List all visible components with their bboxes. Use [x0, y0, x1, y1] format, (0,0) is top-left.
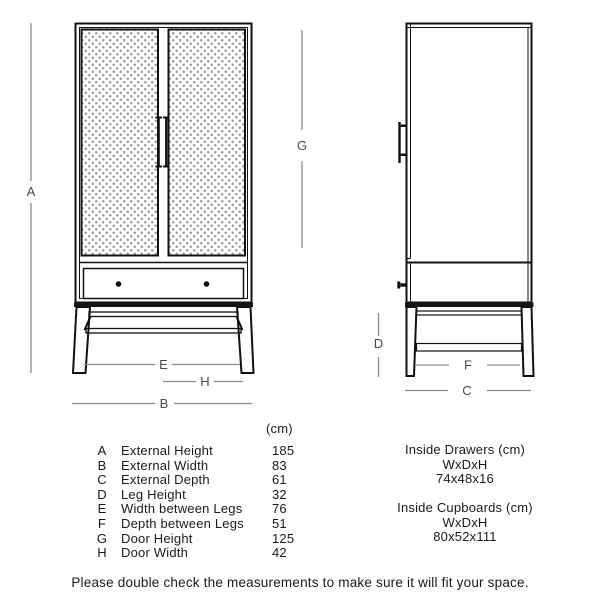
- row-value: 42: [272, 545, 287, 561]
- side-drawer-knob: [397, 282, 406, 289]
- dimension-g-door-height: [297, 30, 307, 248]
- dimension-c-external-depth: [405, 383, 531, 398]
- footer-note: Please double check the measurements to make sure it will fit your space.: [71, 575, 529, 590]
- dimension-h-label: H: [200, 374, 210, 389]
- row-key: H: [97, 545, 107, 561]
- dimension-g-label: G: [296, 138, 308, 153]
- row-key: B: [97, 457, 107, 473]
- row-value: 83: [272, 457, 287, 473]
- inside-cupboards-dims-label: WxDxH: [442, 514, 488, 530]
- row-value: 61: [272, 472, 287, 488]
- table-row: [94, 517, 294, 532]
- table-row: [94, 488, 294, 503]
- table-row: [94, 459, 294, 474]
- table-row: [94, 444, 294, 459]
- row-label: External Depth: [121, 472, 210, 488]
- row-key: F: [97, 515, 107, 531]
- dimension-f-depth-between-legs: [415, 358, 520, 373]
- inside-drawers-title: Inside Drawers (cm): [404, 442, 526, 457]
- dimension-e-label: E: [159, 357, 168, 372]
- front-left-door-panel: [82, 30, 159, 256]
- dimension-b-external-width: [72, 396, 252, 411]
- row-value: 76: [272, 501, 287, 517]
- drawer-knob-right: [204, 281, 210, 287]
- row-value: 32: [272, 486, 287, 502]
- side-door-handle: [398, 122, 406, 163]
- row-key: C: [97, 472, 107, 488]
- table-row: [94, 502, 294, 517]
- drawer-knob-left: [116, 281, 122, 287]
- table-row: [94, 546, 294, 561]
- unit-header: (cm): [266, 421, 293, 436]
- side-base-band: [405, 303, 534, 308]
- row-label: Leg Height: [121, 486, 186, 502]
- dimension-a-label: A: [26, 184, 36, 199]
- dimension-a-external-height: [27, 23, 36, 373]
- row-label: Door Width: [121, 545, 189, 561]
- front-right-door-panel: [169, 30, 246, 256]
- inside-cupboards-title: Inside Cupboards (cm): [397, 500, 533, 515]
- dimension-h-door-width: [163, 374, 243, 389]
- row-value: 185: [272, 443, 295, 458]
- front-view: [27, 23, 254, 411]
- dimension-d-leg-height: [374, 313, 383, 377]
- row-label: Door Height: [121, 530, 193, 546]
- front-base-band: [74, 303, 253, 308]
- row-key: G: [96, 530, 108, 546]
- measurement-table: [94, 444, 294, 561]
- row-value: 125: [272, 530, 295, 546]
- front-drawer-front: [84, 269, 244, 299]
- dimension-b-label: B: [159, 396, 169, 411]
- inside-cupboards-info: [380, 501, 550, 545]
- row-label: Depth between Legs: [121, 515, 244, 531]
- inside-cupboards-dims-value: 80x52x111: [433, 529, 497, 545]
- row-label: External Width: [121, 457, 209, 473]
- table-row: [94, 532, 294, 547]
- table-row: [94, 473, 294, 488]
- inside-drawers-info: [380, 443, 550, 487]
- dimension-d-label: D: [373, 336, 384, 351]
- inside-drawers-dims-label: WxDxH: [442, 456, 488, 472]
- inside-drawers-dims-value: 74x48x16: [436, 471, 494, 487]
- row-label: External Height: [121, 443, 213, 458]
- side-carcass-outline: [407, 24, 532, 303]
- row-key: E: [97, 501, 107, 517]
- row-key: D: [97, 486, 107, 502]
- row-label: Width between Legs: [121, 501, 243, 517]
- row-key: A: [97, 443, 107, 458]
- dimension-e-width-between-legs: [84, 357, 240, 372]
- row-value: 51: [272, 515, 287, 531]
- dimension-f-label: F: [464, 357, 472, 373]
- dimension-c-label: C: [462, 383, 472, 398]
- side-view: [297, 24, 534, 399]
